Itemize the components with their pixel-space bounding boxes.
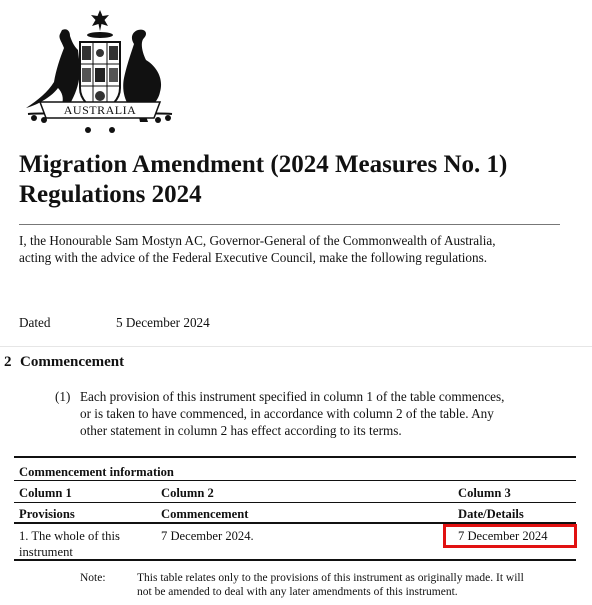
preamble: [19, 232, 584, 266]
subsection-line-1: Each provision of this instrument specified in column 1 of the table commences,: [80, 389, 505, 404]
sub-header-provisions: Provisions: [19, 507, 75, 521]
kangaroo-icon: [26, 29, 80, 110]
dated-value: 5 December 2024: [116, 315, 210, 330]
caption-rule: [14, 480, 576, 481]
note-label: Note:: [80, 572, 106, 584]
column-header-1: Column 1: [19, 486, 72, 500]
row-provisions-line-1: 1. The whole of this: [19, 529, 120, 543]
note-text: [137, 571, 577, 599]
banner-text: AUSTRALIA: [63, 103, 137, 117]
note-line-1: This table relates only to the provisions of this instrument as originally made. It will: [137, 572, 524, 584]
preamble-line-2: acting with the advice of the Federal Executive Council, make the following regulations.: [19, 250, 488, 265]
coat-of-arms-crest: [18, 8, 178, 136]
row-provisions-line-2: instrument: [19, 545, 73, 559]
section-title: Commencement: [20, 354, 125, 370]
header-rule: [14, 502, 576, 503]
subsection-line-2: or is taken to have commenced, in accordance with column 2 of the table. Any: [80, 406, 494, 421]
dated-label: Dated: [19, 315, 51, 330]
preamble-line-1: I, the Honourable Sam Mostyn AC, Governor-General of the Commonwealth of Australia,: [19, 233, 496, 248]
commonwealth-star-icon: [91, 10, 109, 31]
sub-header-commencement: Commencement: [161, 507, 249, 521]
table-caption: Commencement information: [19, 465, 174, 479]
subsection-number: (1): [55, 389, 71, 404]
table-row-commencement: 7 December 2024.: [161, 529, 254, 543]
page-separator: [0, 346, 592, 347]
table-row-provisions: [19, 528, 120, 560]
subsection-line-3: other statement in column 2 has effect according to its terms.: [80, 423, 402, 438]
note-line-2: not be amended to deal with any later amendments of this instrument.: [137, 586, 458, 598]
document-title: [19, 150, 579, 210]
title-divider: [19, 224, 560, 225]
title-line-1: Migration Amendment (2024 Measures No. 1): [19, 151, 508, 178]
section-number: 2: [4, 354, 12, 370]
table-row-date: 7 December 2024: [458, 529, 548, 543]
column-header-2: Column 2: [161, 486, 214, 500]
highlight-box: [443, 524, 577, 548]
column-header-3: Column 3: [458, 486, 511, 500]
title-line-2: Regulations 2024: [19, 181, 202, 208]
section-heading: [4, 354, 124, 371]
table-top-rule: [14, 456, 576, 458]
sub-header-date-details: Date/Details: [458, 507, 524, 521]
table-bottom-rule: [14, 559, 576, 561]
subsection-text: [80, 388, 580, 439]
